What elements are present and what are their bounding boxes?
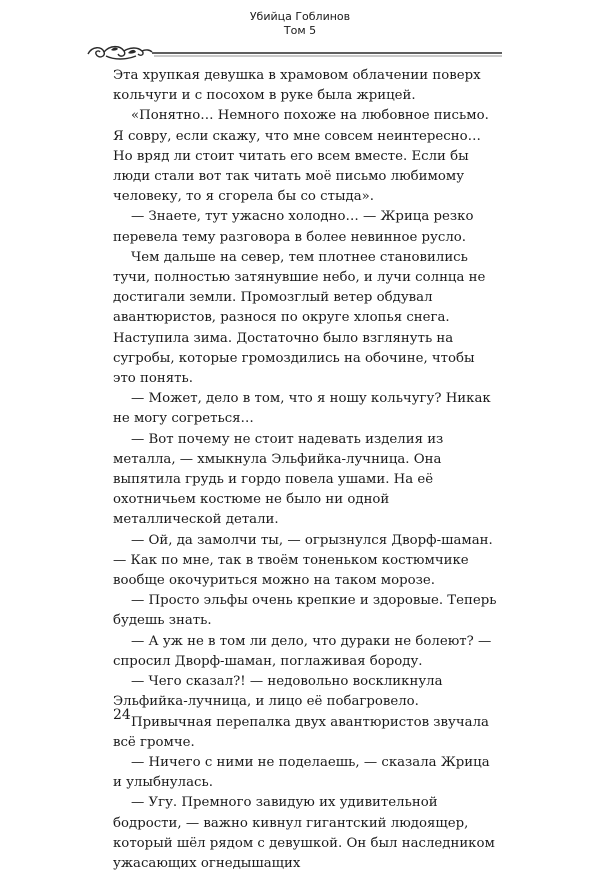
paragraph: Эта хрупкая девушка в храмовом облачении поверх кольчуги и с посохом в руке была жрицей. [113,68,481,104]
ornament-leaf [111,48,118,51]
paragraph: — А уж не в том ли дело, что дураки не болеют? — спросил Дворф-шаман, поглаживая бороду. [113,633,492,669]
paragraph: Привычная перепалка двух авантюристов звучала всё громче. [113,714,489,750]
paragraph: — Ничего с ними не поделаешь, — сказала Жрица и улыбнулась. [113,754,490,791]
page-number: 24 [113,707,131,723]
ornament-flourish [88,47,152,59]
paragraph: — Угу. Премного завидую их удивительной бодрости, — важно кивнул гигантский людоящер, который шёл рядом с девушкой. Он был наследником ужасающих огнедышащих [113,795,495,871]
paragraph: «Понятно… Немного похоже на любовное письмо. Я совру, если скажу, что мне совсем неинтересно… Но вряд ли стоит читать его всем вместе. Если бы люди стали вот так читать моё письмо любимому человеку, то я сгорела бы со стыда». [113,108,489,205]
book-title: Убийца Гоблинов [249,10,351,23]
running-header [0,10,600,38]
paragraph: — Просто эльфы очень крепкие и здоровые. Теперь будешь знать. [113,593,497,629]
paragraph: — Чего сказал?! — недовольно воскликнула Эльфийка-лучница, и лицо её побагровело. [113,674,443,710]
ornament-leaf [128,50,136,54]
volume-label: Том 5 [283,24,317,37]
paragraph: — Знаете, тут ужасно холодно… — Жрица резко перевела тему разговора в более невинное русло. [113,209,474,245]
paragraph: — Может, дело в том, что я ношу кольчугу? Никак не могу согреться… [113,391,491,427]
paragraph: — Ой, да замолчи ты, — огрызнулся Дворф-шаман. — Как по мне, так в твоём тоненьком костюмчике вообще окочуриться можно на таком морозе. [113,532,493,589]
body-text [113,66,501,874]
decorative-ornament [84,43,504,61]
paragraph: Чем дальше на север, тем плотнее становились тучи, полностью затянувшие небо, и лучи солнца не достигали земли. Промозглый ветер обдувал авантюристов, разнося по округе хлопья снега. Наступила зима. Достаточно было взглянуть на сугробы, которые громоздились на обочине, чтобы это понять. [113,249,486,387]
paragraph: — Вот почему не стоит надевать изделия из металла, — хмыкнула Эльфийка-лучница. Она выпятила грудь и гордо повела ушами. На её охотничьем костюме не было ни одной металлической детали. [113,431,444,528]
